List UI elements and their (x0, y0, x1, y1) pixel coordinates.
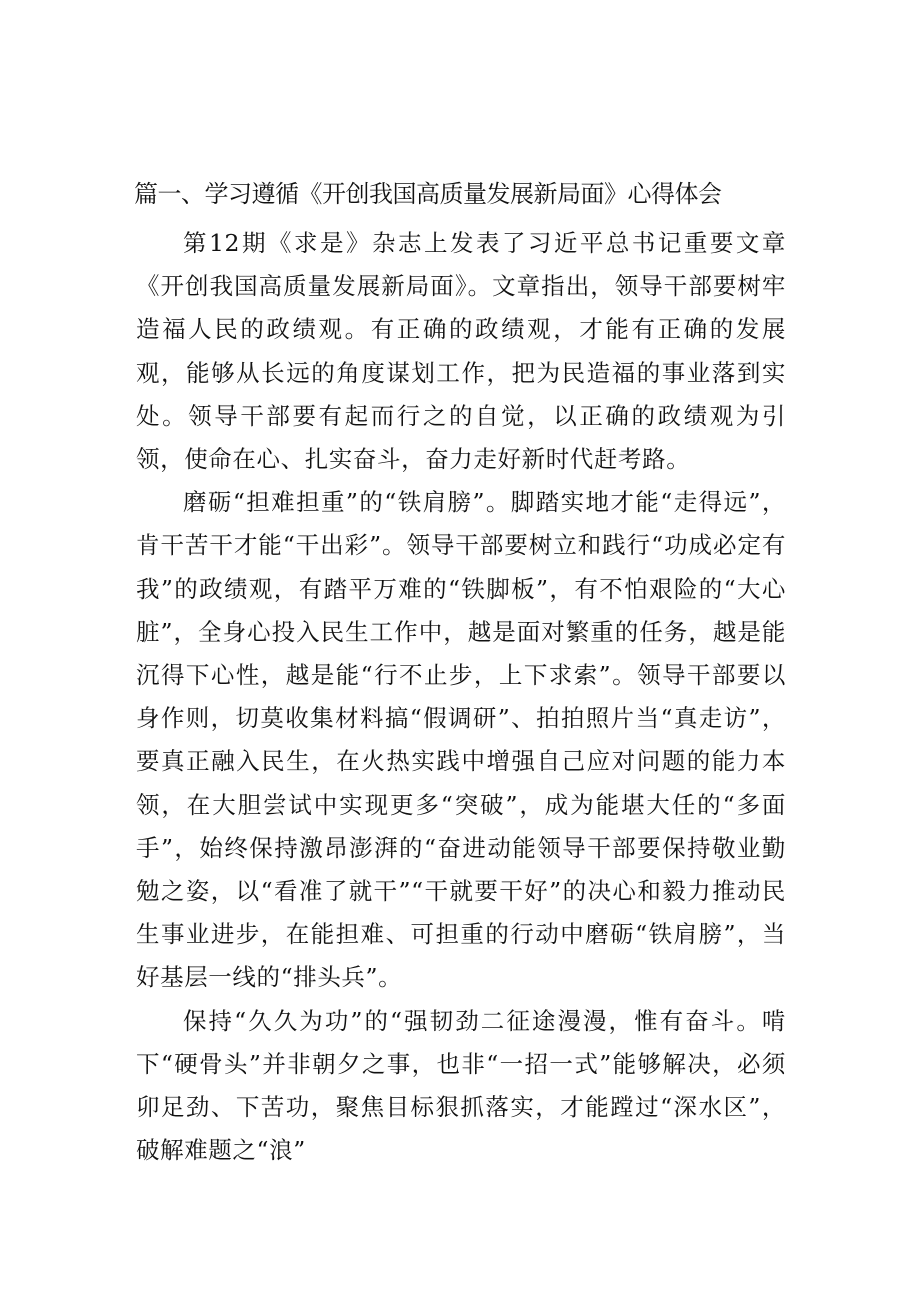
paragraph-iron-shoulders: 磨砺“担难担重”的“铁肩膀”。脚踏实地才能“走得远”，肯干苦干才能“干出彩”。领导干部要树立和践行“功成必定有我”的政绩观，有踏平万难的“铁脚板”，有不怕艰险的“大心脏”，全身心投入民生工作中，越是面对繁重的任务，越是能沉得下心性，越是能“行不止步，上下求索”。领导干部要以身作则，切莫收集材料搞“假调研”、拍拍照片当“真走访”，要真正融入民生，在火热实践中增强自己应对问题的能力本领，在大胆尝试中实现更多“突破”，成为能堪大任的“多面手”，始终保持激昂澎湃的“奋进动能领导干部要保持敬业勤勉之姿，以“看准了就干”“干就要干好”的决心和毅力推动民生事业进步，在能担难、可担重的行动中磨砺“铁肩膀”，当好基层一线的“排头兵”。 (136, 488, 786, 992)
paragraph-perseverance: 保持“久久为功”的“强韧劲二征途漫漫，惟有奋斗。啃下“硬骨头”并非朝夕之事，也非“一招一式”能够解决，必须卯足劲、下苦功，聚焦目标狠抓落实，才能蹚过“深水区”，破解难题之“浪” (136, 1006, 786, 1165)
document-title: 篇一、学习遵循《开创我国高质量发展新局面》心得体会 (134, 180, 722, 208)
document-body (136, 222, 786, 1172)
paragraph-intro: 第12期《求是》杂志上发表了习近平总书记重要文章《开创我国高质量发展新局面》。文章指出，领导干部要树牢造福人民的政绩观。有正确的政绩观，才能有正确的发展观，能够从长远的角度谋划工作，把为民造福的事业落到实处。领导干部要有起而行之的自觉，以正确的政绩观为引领，使命在心、扎实奋斗，奋力走好新时代赶考路。 (136, 229, 786, 474)
